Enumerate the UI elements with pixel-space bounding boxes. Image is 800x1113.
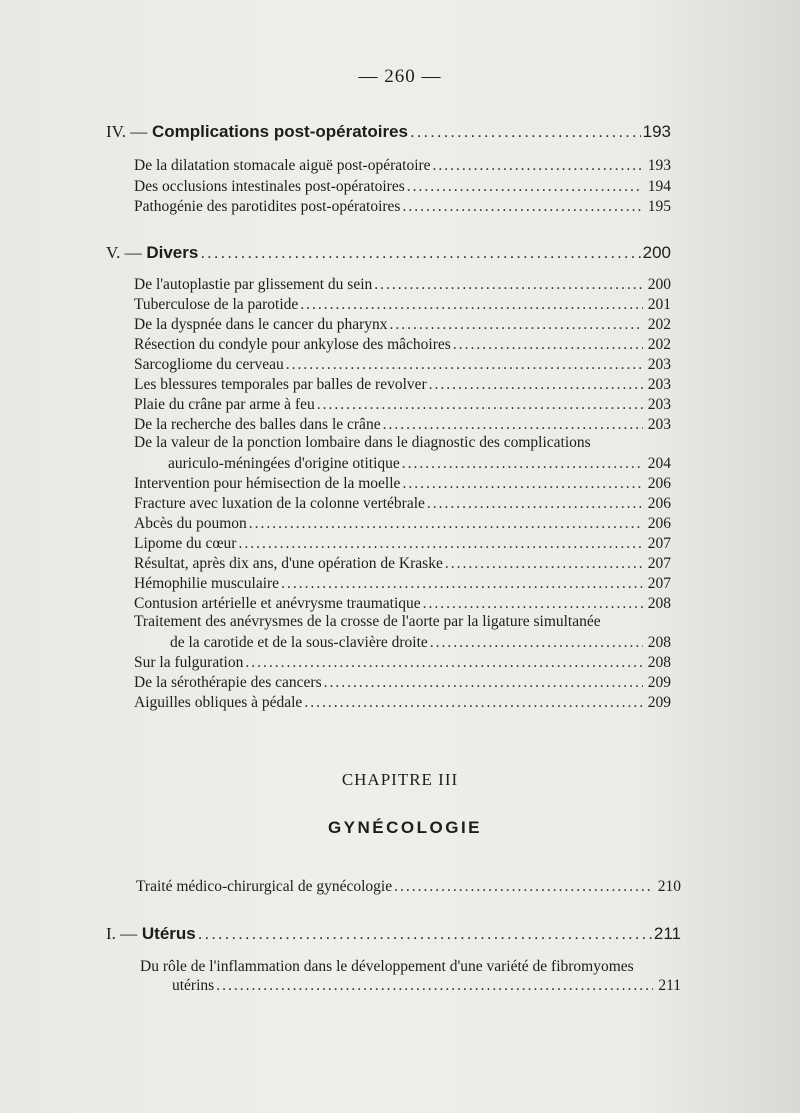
toc-entry [134, 416, 671, 434]
entry-text: De la dilatation stomacale aiguë post-opératoire [134, 157, 431, 174]
page-ref: 208 [647, 634, 671, 651]
page-ref: 193 [647, 157, 671, 174]
leader-dots [427, 495, 643, 513]
entry-text: Pathogénie des parotidites post-opératoires [134, 198, 401, 215]
leader-dots [198, 924, 652, 944]
leader-dots [402, 198, 643, 216]
leader-dots [304, 694, 643, 712]
toc-entry [134, 674, 671, 692]
toc-entry [134, 356, 671, 374]
leader-dots [286, 356, 643, 374]
leader-dots [410, 122, 641, 142]
leader-dots [249, 515, 643, 533]
toc-entry [134, 198, 671, 216]
entry-text: Contusion artérielle et anévrysme traumatique [134, 595, 421, 612]
entry-text: Sur la fulguration [134, 654, 244, 671]
toc-entry [134, 157, 671, 175]
leader-dots [238, 535, 643, 553]
section-label: V. — [106, 243, 142, 262]
section-label: IV. — [106, 122, 148, 141]
toc-entry [134, 178, 671, 196]
entry-text: De la sérothérapie des cancers [134, 674, 322, 691]
page-ref: 200 [647, 276, 671, 293]
leader-dots [407, 178, 643, 196]
page-ref: 200 [642, 243, 671, 262]
page-ref: 209 [647, 674, 671, 691]
toc-entry [134, 475, 671, 493]
entry-text: De l'autoplastie par glissement du sein [134, 276, 373, 293]
page-ref: 204 [647, 455, 671, 472]
page-number: — 260 — [358, 66, 442, 87]
leader-dots [402, 455, 643, 473]
section-label: I. — [106, 924, 138, 943]
page-ref: 208 [647, 654, 671, 671]
page-ref: 207 [647, 575, 671, 592]
entry-text-continuation: auriculo-méningées d'origine otitique [168, 455, 400, 472]
entry-text-first-line: De la valeur de la ponction lombaire dans le diagnostic des complications [134, 434, 591, 451]
toc-entry [134, 316, 671, 334]
section-heading-iv [106, 122, 671, 142]
page-ref: 211 [658, 977, 681, 994]
page-ref: 203 [647, 356, 671, 373]
toc-entry [134, 654, 671, 672]
toc-entry [134, 595, 671, 613]
entry-text: De la recherche des balles dans le crâne [134, 416, 381, 433]
entry-text: Hémophilie musculaire [134, 575, 280, 592]
entry-text: Tuberculose de la parotide [134, 296, 299, 313]
leader-dots [430, 634, 643, 652]
section-heading-v [106, 243, 671, 263]
leader-dots [390, 316, 644, 334]
toc-entry [168, 455, 671, 473]
leader-dots [433, 157, 643, 175]
page-ref: 207 [647, 535, 671, 552]
entry-text: Les blessures temporales par balles de revolver [134, 376, 427, 393]
entry-text: De la dyspnée dans le cancer du pharynx [134, 316, 388, 333]
toc-entry [134, 515, 671, 533]
toc-entry [134, 396, 671, 414]
page-ref: 203 [647, 416, 671, 433]
entry-text: Aiguilles obliques à pédale [134, 694, 303, 711]
leader-dots [445, 555, 643, 573]
page-ref: 201 [647, 296, 671, 313]
leader-dots [383, 416, 643, 434]
entry-text-continuation: utérins [172, 977, 215, 994]
entry-text-continuation: de la carotide et de la sous-clavière droite [170, 634, 428, 651]
leader-dots [429, 376, 643, 394]
entry-text: Résultat, après dix ans, d'une opération de Kraske [134, 555, 443, 572]
page-ref: 206 [647, 495, 671, 512]
leader-dots [394, 878, 653, 896]
page-ref: 206 [647, 475, 671, 492]
page-ref: 207 [647, 555, 671, 572]
entry-text: Des occlusions intestinales post-opératoires [134, 178, 405, 195]
entry-text: Lipome du cœur [134, 535, 237, 552]
leader-dots [324, 674, 643, 692]
page-ref: 211 [653, 924, 681, 943]
chapter-subject: GYNÉCOLOGIE [327, 818, 483, 837]
page-ref: 203 [647, 396, 671, 413]
chapter-heading: CHAPITRE III [341, 770, 459, 789]
leader-dots [317, 396, 643, 414]
page-ref: 209 [647, 694, 671, 711]
toc-entry [134, 336, 671, 354]
leader-dots [402, 475, 643, 493]
page-ref: 195 [647, 198, 671, 215]
page-ref: 206 [647, 515, 671, 532]
leader-dots [423, 595, 643, 613]
section-title: Divers [146, 243, 199, 262]
toc-entry [134, 694, 671, 712]
toc-entry [134, 296, 671, 314]
leader-dots [281, 575, 643, 593]
entry-text: Sarcogliome du cerveau [134, 356, 284, 373]
toc-entry [134, 376, 671, 394]
entry-text: Résection du condyle pour ankylose des mâchoires [134, 336, 451, 353]
leader-dots [245, 654, 643, 672]
leader-dots [300, 296, 643, 314]
leader-dots [453, 336, 643, 354]
toc-entry [134, 535, 671, 553]
section-heading-i [106, 924, 681, 944]
page-ref: 193 [642, 122, 671, 141]
toc-entry [134, 276, 671, 294]
entry-text: Traité médico-chirurgical de gynécologie [136, 878, 393, 895]
entry-text: Intervention pour hémisection de la moelle [134, 475, 401, 492]
section-title: Complications post-opératoires [151, 122, 408, 141]
entry-text: Plaie du crâne par arme à feu [134, 396, 315, 413]
entry-text-first-line: Traitement des anévrysmes de la crosse de l'aorte par la ligature simultanée [134, 613, 601, 630]
page-ref: 203 [647, 376, 671, 393]
page-ref: 202 [647, 316, 671, 333]
section-title: Utérus [141, 924, 196, 943]
toc-entry [134, 575, 671, 593]
leader-dots [216, 977, 653, 995]
page-ref: 208 [647, 595, 671, 612]
page-ref: 194 [647, 178, 671, 195]
toc-entry [172, 977, 681, 995]
entry-text-first-line: Du rôle de l'inflammation dans le développement d'une variété de fibromyomes [140, 958, 634, 975]
leader-dots [374, 276, 643, 294]
entry-text: Abcès du poumon [134, 515, 247, 532]
toc-entry [134, 495, 671, 513]
leader-dots [200, 243, 640, 263]
toc-entry [136, 878, 681, 896]
page-ref: 210 [657, 878, 681, 895]
toc-entry [170, 634, 671, 652]
entry-text: Fracture avec luxation de la colonne vertébrale [134, 495, 425, 512]
toc-entry [134, 555, 671, 573]
page-ref: 202 [647, 336, 671, 353]
